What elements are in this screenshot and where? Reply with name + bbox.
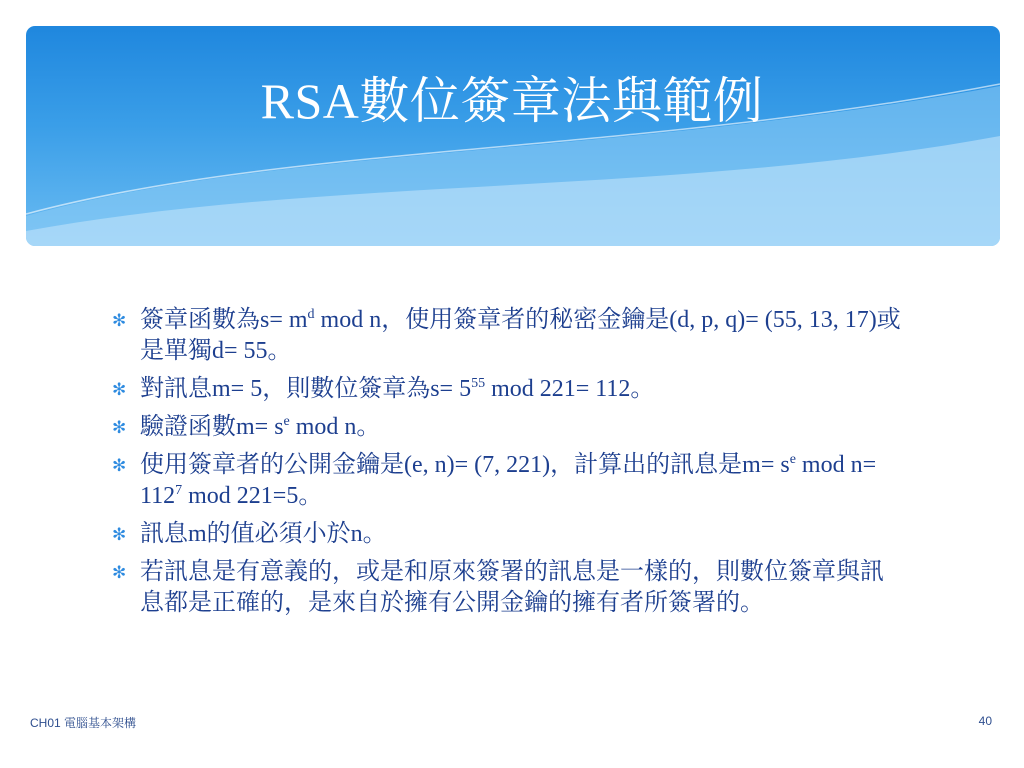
bullet-text: mod 221= 112。 <box>485 376 655 402</box>
footer-chapter-label: CH01 電腦基本架構 <box>30 716 137 730</box>
asterisk-icon: ✻ <box>112 418 127 437</box>
superscript: 55 <box>471 376 486 391</box>
asterisk-icon: ✻ <box>112 525 127 544</box>
asterisk-icon: ✻ <box>112 456 127 475</box>
page-number: 40 <box>978 714 992 728</box>
bullet-item <box>112 305 902 367</box>
bullet-item <box>112 557 902 619</box>
superscript: d <box>307 307 315 322</box>
asterisk-icon: ✻ <box>112 380 127 399</box>
bullet-text: 訊息m的值必須小於n。 <box>140 521 387 547</box>
bullet-text: 若訊息是有意義的，或是和原來簽署的訊息是一樣的，則數位簽章與訊息都是正確的，是來自於擁有公開金鑰的擁有者所簽署的。 <box>140 559 884 616</box>
superscript: e <box>789 452 796 467</box>
bullet-text: 簽章函數為s= m <box>140 307 308 333</box>
bullet-text: mod n，使用簽章者的秘密金鑰是(d, p, q)= (55, 13, 17)或是單獨d= 55。 <box>140 307 901 364</box>
bullet-text: 使用簽章者的公開金鑰是(e, n)= (7, 221)，計算出的訊息是m= s <box>140 452 790 478</box>
bullet-text: 對訊息m= 5，則數位簽章為s= 5 <box>140 376 472 402</box>
bullet-text: 驗證函數m= s <box>140 414 284 440</box>
bullet-text: mod n。 <box>289 414 381 440</box>
bullet-list <box>112 305 902 626</box>
bullet-text: mod 221=5。 <box>182 483 323 509</box>
bullet-item <box>112 519 902 550</box>
asterisk-icon: ✻ <box>112 563 127 582</box>
bullet-item <box>112 374 902 405</box>
bullet-item <box>112 412 902 443</box>
slide-title: RSA數位簽章法與範例 <box>260 73 764 129</box>
banner-wave-decoration <box>26 26 1000 246</box>
title-banner <box>26 26 1000 246</box>
bullet-text: mod n= 112 <box>140 452 877 509</box>
bullet-item <box>112 450 902 512</box>
asterisk-icon: ✻ <box>112 311 127 330</box>
superscript: 7 <box>175 483 183 498</box>
superscript: e <box>283 414 290 429</box>
